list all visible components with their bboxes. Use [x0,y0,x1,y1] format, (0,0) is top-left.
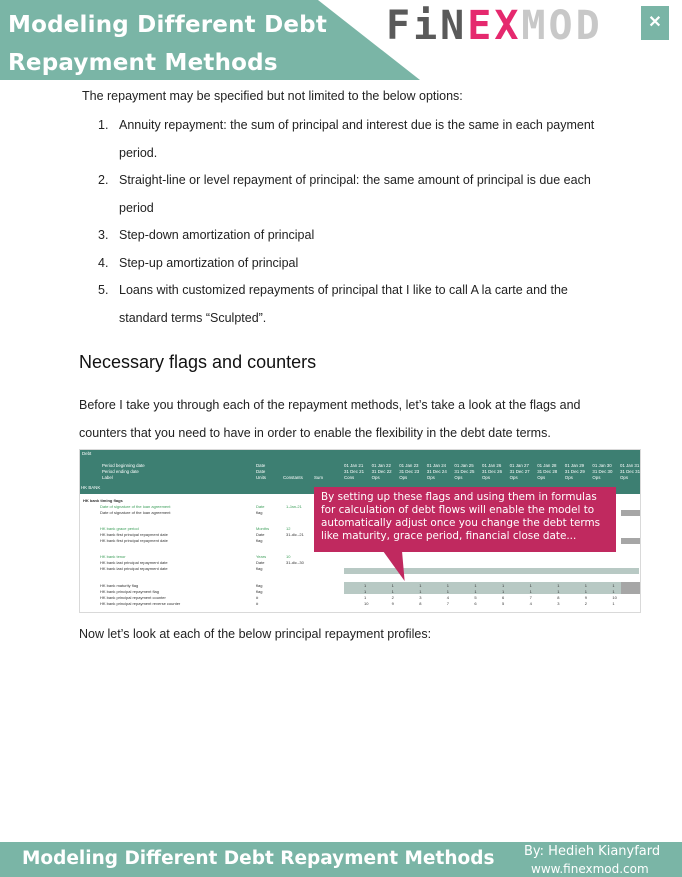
list-item-text: Step-up amortization of principal [119,255,299,270]
sheet-header-unit: Units [256,475,267,480]
sheet-value-cell: 7 [529,595,532,600]
sheet-date-cell: 01 Jan 22 [371,463,391,468]
sheet-shaded-band [344,588,621,594]
sheet-date-cell: Ops [620,475,629,480]
sheet-cell: Date of signature of the loan agreement [100,504,171,509]
list-item-text: Loans with customized repayments of principal that I like to call A la carte and the [119,283,568,297]
list-item [98,167,598,222]
sheet-cell: HK bank grace period [100,526,139,531]
list-item-text: Straight-line or level repayment of principal: the same amount of principal is due each [119,173,591,187]
list-item-continuation: standard terms “Sculpted”. [119,310,267,325]
sheet-date-cell: 31 Dec 22 [371,469,392,474]
sheet-grey-cell [621,538,641,544]
sheet-shaded-band [344,568,639,574]
sheet-cell: HK bank tenor [100,554,126,559]
sheet-date-cell: Ops [509,475,518,480]
sheet-cell: flag [256,510,263,515]
sheet-value-cell: 1 [502,583,505,588]
sheet-date-cell: 31 Dec 23 [399,469,420,474]
sheet-value-cell: 10 [364,601,369,606]
sheet-date-cell: 01 Jan 31 [620,463,640,468]
sheet-date-cell: Ops [454,475,463,480]
sheet-cell: Date [256,504,265,509]
sheet-value-cell: 1 [391,583,394,588]
finexmod-logo [386,4,603,48]
sheet-date-cell: 01 Jan 25 [454,463,474,468]
logo-part-mod: MOD [521,3,603,49]
sheet-date-cell: 31 Dec 29 [564,469,585,474]
body-paragraph [79,392,599,447]
sheet-date-cell: 31 Dec 30 [592,469,613,474]
logo-part-fin: FiN [386,3,468,49]
page-header [0,0,682,80]
sheet-header-label: Period ending date [102,469,139,474]
sheet-value-cell: 1 [474,583,477,588]
sheet-value-cell: 1 [557,589,560,594]
intro-text: The repayment may be specified but not limited to the below options: [82,89,463,103]
sheet-cell: HK bank principal repayment flag [100,589,159,594]
sheet-value-cell: 6 [502,595,505,600]
paragraph-line: counters that you need to have in order to enable the flexibility in the debt date terms. [79,425,551,440]
sheet-cell: Date [256,560,265,565]
sheet-date-cell: 01 Jan 21 [344,463,364,468]
sheet-date-cell: 31 Dec 26 [482,469,503,474]
sheet-header-unit: Sum [314,475,324,480]
sheet-grey-cell [621,510,641,516]
sheet-value-cell: 1 [364,583,367,588]
sheet-cell: 31-dic.-30 [286,560,304,565]
list-item-text: Step-down amortization of principal [119,228,315,242]
sheet-cell: 10 [286,554,291,559]
sheet-value-cell: 8 [419,601,422,606]
close-x-icon: ✕ [641,6,669,40]
sheet-cell: Date of signature of the loan agreement [100,510,171,515]
sheet-date-cell: Ops [564,475,573,480]
sheet-value-cell: 1 [557,583,560,588]
sheet-cell: # [256,595,259,600]
sheet-date-cell: 31 Dec 27 [509,469,530,474]
sheet-date-cell: 01 Jan 29 [564,463,585,468]
list-item [98,250,598,278]
sheet-cell: HK bank last principal repayment date [100,566,168,571]
sheet-value-cell: 8 [557,595,560,600]
list-number: 2. [98,173,109,187]
sheet-cell: HK bank first principal repayment date [100,538,168,543]
list-number: 4. [98,255,109,270]
sheet-value-cell: 5 [502,601,505,606]
sheet-value-cell: 9 [391,601,394,606]
sheet-section-label: HK bank timing flags [83,498,123,503]
sheet-value-cell: 3 [419,595,422,600]
sheet-value-cell: 7 [446,601,450,606]
sheet-value-cell: 1 [364,595,367,600]
sheet-value-cell: 1 [364,589,367,594]
sheet-date-cell: Ops [426,475,435,480]
list-number: 1. [98,118,109,132]
logo-part-ex: EX [467,3,522,49]
sheet-value-cell: 1 [419,589,422,594]
sheet-value-cell: 4 [446,595,450,600]
sheet-value-cell: 1 [391,589,394,594]
sheet-date-cell: Ops [537,475,546,480]
sheet-cell: HK bank last principal repayment date [100,560,168,565]
sheet-date-cell: 01 Jan 26 [482,463,502,468]
sheet-value-cell: 1 [474,589,477,594]
list-item-text: Annuity repayment: the sum of principal and interest due is the same in each payment [119,118,595,132]
page-title-line2: Repayment Methods [8,50,278,76]
page-title [8,6,327,82]
sheet-header-unit: Date [256,463,266,468]
repayment-options-list [98,112,598,332]
sheet-cell: Years [256,554,267,559]
paragraph-line: Before I take you through each of the repayment methods, let’s take a look at the flags and [79,398,581,412]
sheet-value-cell: 9 [584,595,588,600]
sheet-date-cell: Cons [344,475,355,480]
footer-url[interactable]: www.finexmod.com [531,862,649,876]
sheet-cell: HK bank principal repayment counter [100,595,166,600]
sheet-value-cell: 10 [612,595,617,600]
sheet-corner-label: Debt [82,451,92,456]
sheet-date-cell: 31 Dec 28 [537,469,558,474]
sheet-value-cell: 1 [612,589,615,594]
list-item-continuation: period. [119,145,158,160]
sheet-header-label: Label [102,475,113,480]
sheet-date-cell: Ops [592,475,601,480]
sheet-cell: HK bank principal repayment reverse counter [100,601,181,606]
list-item [98,222,598,250]
sheet-cell: 12 [286,526,291,531]
list-number: 3. [98,228,109,242]
sheet-header-unit: Date [256,469,266,474]
sheet-date-cell: Ops [371,475,380,480]
sheet-cell: HK bank maturity flag [100,583,139,588]
sheet-cell: flag [256,538,263,543]
footer-author: By: Hedieh Kianyfard [524,844,661,859]
sheet-header-label: Period beginning date [102,463,145,468]
sheet-value-cell: 5 [474,595,477,600]
sheet-value-cell: 1 [529,583,532,588]
page-footer [0,842,682,877]
sheet-cell: Months [256,526,270,531]
sheet-date-cell: 01 Jan 24 [426,463,447,468]
sheet-cell: 1-Jan-21 [286,504,302,509]
sheet-value-cell: 1 [446,589,450,594]
sheet-value-cell: 3 [557,601,560,606]
sheet-value-cell: 2 [584,601,588,606]
sheet-value-cell: 1 [584,583,588,588]
sheet-value-cell: 1 [612,583,615,588]
sheet-cell: # [256,601,259,606]
sheet-value-cell: 4 [529,601,532,606]
page-title-line1: Modeling Different Debt [8,12,328,38]
list-number: 5. [98,283,109,297]
sheet-date-cell: 01 Jan 27 [509,463,529,468]
sheet-cell: flag [256,583,263,588]
sheet-value-cell: 1 [584,589,588,594]
sheet-value-cell: 1 [612,601,615,606]
sheet-cell: flag [256,589,263,594]
sheet-date-cell: 31 Dec 21 [344,469,365,474]
sheet-cell: flag [256,566,263,571]
sheet-cell: Date [256,532,265,537]
sheet-value-cell: 1 [419,583,422,588]
sheet-bank-label: HK BANK [81,485,101,490]
sheet-date-cell: 01 Jan 23 [399,463,419,468]
sheet-value-cell: 1 [529,589,532,594]
sheet-header-unit: Constants [283,475,303,480]
sheet-value-cell: 1 [446,583,450,588]
closing-paragraph: Now let’s look at each of the below principal repayment profiles: [79,627,432,641]
sheet-date-cell: 31 Dec 24 [426,469,447,474]
list-item [98,112,598,167]
sheet-date-cell: 31 Dec 25 [454,469,475,474]
sheet-date-cell: Ops [482,475,491,480]
sheet-grey-cell [621,588,641,594]
list-item-continuation: period [119,200,154,215]
section-heading: Necessary flags and counters [79,352,317,372]
sheet-cell: 31-dic.-21 [286,532,304,537]
sheet-value-cell: 1 [502,589,505,594]
footer-title: Modeling Different Debt Repayment Methods [22,848,495,869]
sheet-date-cell: Ops [399,475,408,480]
list-item [98,277,598,332]
sheet-date-cell: 01 Jan 30 [592,463,612,468]
sheet-date-cell: 01 Jan 28 [537,463,557,468]
callout-note: By setting up these flags and using them in formulas for calculation of debt flows will enable the model to automatically adjust once you change the debt terms like maturity, grace period, financial close date... [314,487,616,552]
sheet-date-cell: 31 Dec 31 [620,469,641,474]
sheet-value-cell: 6 [474,601,477,606]
sheet-value-cell: 2 [391,595,394,600]
sheet-cell: HK bank first principal repayment date [100,532,168,537]
